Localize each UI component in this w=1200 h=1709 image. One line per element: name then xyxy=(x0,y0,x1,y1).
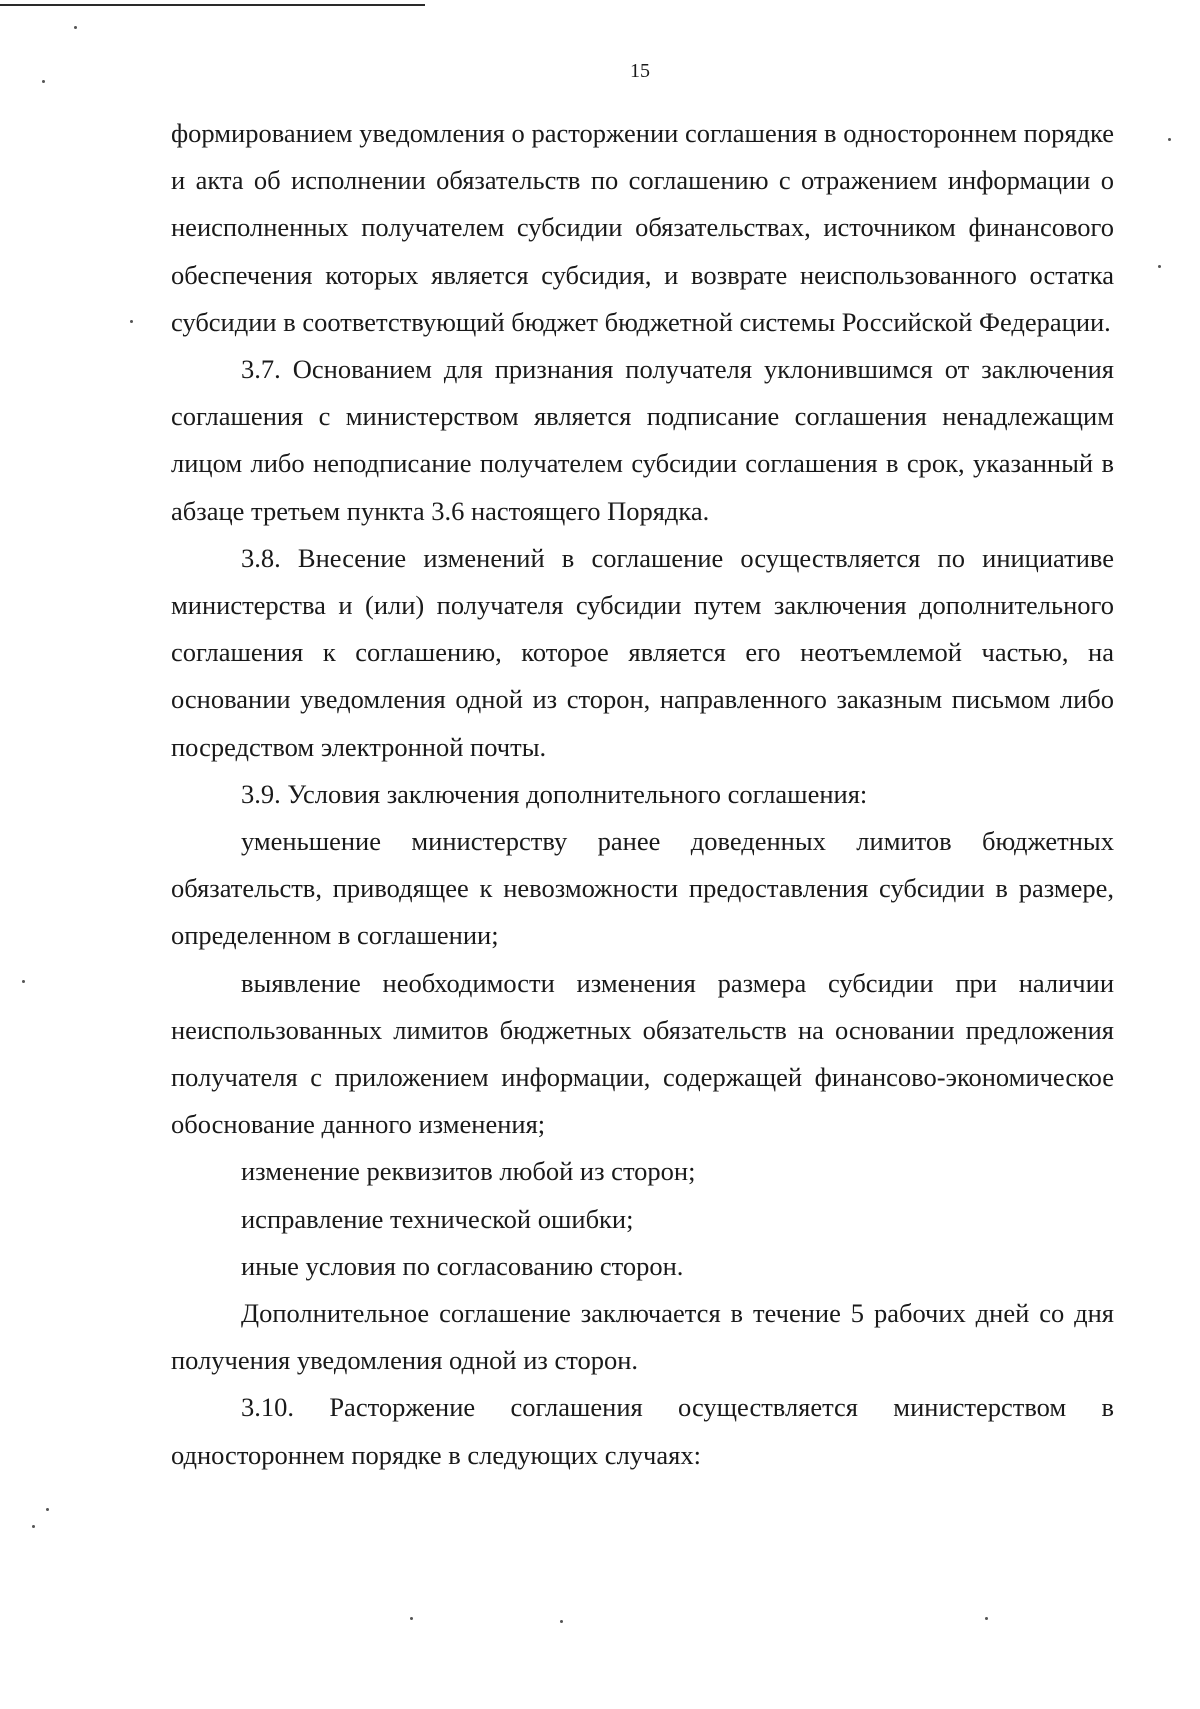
scan-speck xyxy=(46,1508,49,1511)
scan-speck xyxy=(130,320,133,323)
paragraph-3-10: 3.10. Расторжение соглашения осуществляется министерством в одностороннем порядке в следующих случаях: xyxy=(171,1392,1114,1470)
scan-speck xyxy=(1168,138,1171,141)
scan-top-rule xyxy=(0,4,425,6)
condition-subsidy-size-change: выявление необходимости изменения размера субсидии при наличии неиспользованных лимитов бюджетных обязательств на основании предложения получателя с приложением информации, содержащей финансово-экономическое обоснование данного изменения; xyxy=(171,967,1114,1140)
paragraph-3-7: 3.7. Основанием для признания получателя уклонившимся от заключения соглашения с министерством является подписание соглашения ненадлежащим лицом либо неподписание получателем субсидии соглашения в срок, указанный в абзаце третьем пункта 3.6 настоящего Порядка. xyxy=(171,354,1114,526)
condition-technical-error: исправление технической ошибки; xyxy=(241,1203,634,1234)
paragraph-continuation: формированием уведомления о расторжении соглашения в одностороннем порядке и акта об исполнении обязательств по соглашению с отражением информации о неисполненных получателем субсидии обязательствах, источником финансового обеспечения которых является субсидия, и возврате неиспользованного остатка субсидии в соответствующий бюджет бюджетной системы Российской Федерации. xyxy=(171,118,1114,337)
document-body xyxy=(171,110,1114,1479)
scan-speck xyxy=(22,980,25,983)
condition-other: иные условия по согласованию сторон. xyxy=(241,1250,684,1281)
scan-speck xyxy=(32,1525,35,1528)
scan-speck xyxy=(985,1617,988,1620)
paragraph-3-8: 3.8. Внесение изменений в соглашение осуществляется по инициативе министерства и (или) получателя субсидии путем заключения дополнительного соглашения к соглашению, которое является его неотъемлемой частью, на основании уведомления одной из сторон, направленного заказным письмом либо посредством электронной почты. xyxy=(171,542,1114,762)
scan-speck xyxy=(410,1617,413,1620)
scan-speck xyxy=(560,1620,563,1623)
paragraph-3-9: 3.9. Условия заключения дополнительного соглашения: xyxy=(241,778,868,809)
condition-limits-reduction: уменьшение министерству ранее доведенных лимитов бюджетных обязательств, приводящее к невозможности предоставления субсидии в размере, определенном в соглашении; xyxy=(171,826,1114,951)
scan-speck xyxy=(1158,265,1161,268)
scan-speck xyxy=(74,26,77,29)
page-number: 15 xyxy=(630,60,650,82)
condition-requisites-change: изменение реквизитов любой из сторон; xyxy=(241,1156,696,1187)
scan-speck xyxy=(42,80,45,83)
paragraph-additional-agreement-term: Дополнительное соглашение заключается в течение 5 рабочих дней со дня получения уведомления одной из сторон. xyxy=(171,1298,1114,1376)
